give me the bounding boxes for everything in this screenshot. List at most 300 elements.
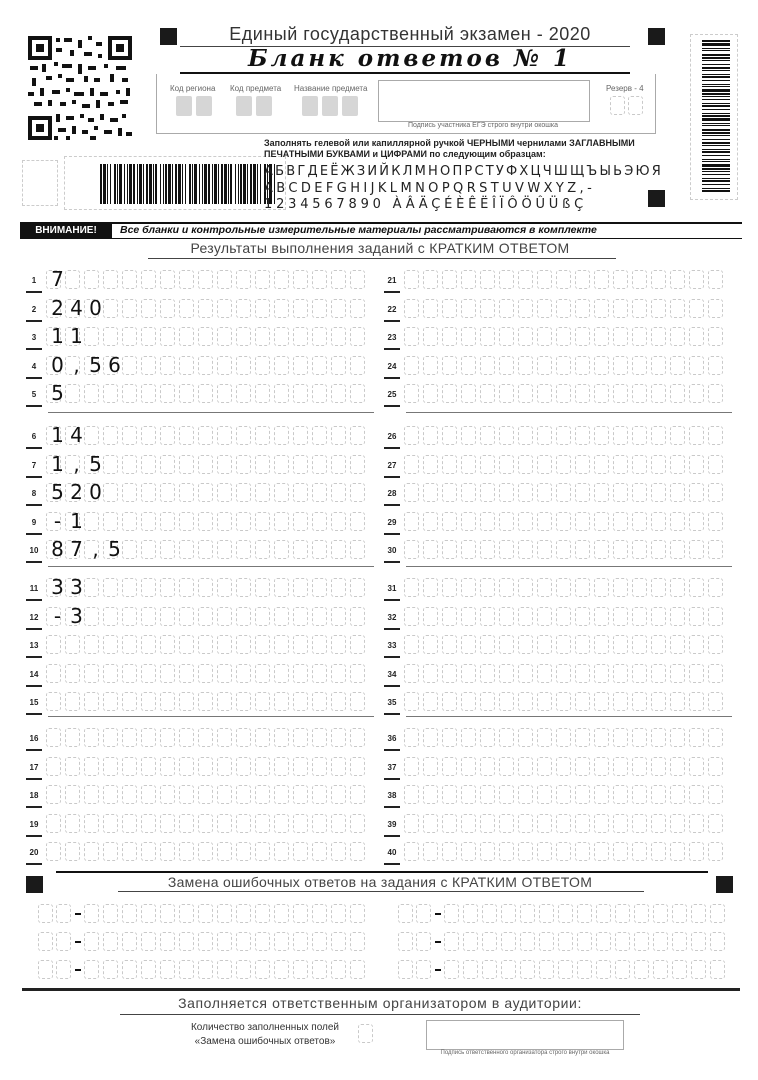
answer-cell[interactable] [84, 426, 99, 445]
answer-cell[interactable] [141, 455, 156, 474]
answer-cell[interactable] [423, 540, 438, 559]
answer-cell[interactable] [103, 692, 118, 711]
answer-cell[interactable] [594, 540, 609, 559]
answer-cell[interactable] [293, 757, 308, 776]
answer-cell[interactable] [65, 728, 80, 747]
replacement-answer-cell[interactable] [350, 932, 365, 951]
answer-cell[interactable] [575, 692, 590, 711]
answer-cell[interactable] [160, 578, 175, 597]
answer-cell[interactable] [632, 540, 647, 559]
answer-cell[interactable] [179, 356, 194, 375]
answer-cell[interactable] [236, 540, 251, 559]
replacement-answer-cell[interactable] [198, 904, 213, 923]
answer-cell[interactable] [331, 607, 346, 626]
answer-cell[interactable] [480, 664, 495, 683]
answer-cell[interactable] [179, 814, 194, 833]
answer-cell[interactable] [293, 785, 308, 804]
answer-cell[interactable] [423, 270, 438, 289]
replacement-task-cell[interactable] [398, 932, 413, 951]
answer-cell[interactable] [651, 483, 666, 502]
answer-cell[interactable] [594, 270, 609, 289]
answer-cell[interactable] [518, 540, 533, 559]
answer-cell[interactable] [198, 426, 213, 445]
answer-cell[interactable] [442, 757, 457, 776]
answer-cell[interactable] [141, 299, 156, 318]
answer-cell[interactable] [331, 356, 346, 375]
answer-cell[interactable] [141, 692, 156, 711]
answer-cell[interactable] [670, 814, 685, 833]
answer-cell[interactable] [331, 512, 346, 531]
answer-cell[interactable] [651, 299, 666, 318]
answer-cell[interactable] [670, 540, 685, 559]
replacement-answer-cell[interactable] [255, 960, 270, 979]
answer-cell[interactable] [350, 664, 365, 683]
answer-cell[interactable] [632, 607, 647, 626]
answer-cell[interactable] [312, 607, 327, 626]
answer-cell[interactable] [293, 384, 308, 403]
answer-cell[interactable] [499, 327, 514, 346]
answer-cell[interactable] [103, 327, 118, 346]
answer-cell[interactable] [689, 635, 704, 654]
replacement-answer-cell[interactable] [179, 904, 194, 923]
answer-cell[interactable] [179, 270, 194, 289]
answer-cell[interactable] [594, 842, 609, 861]
answer-cell[interactable] [613, 540, 628, 559]
answer-cell[interactable] [141, 635, 156, 654]
answer-cell[interactable] [122, 728, 137, 747]
replacement-answer-cell[interactable] [160, 960, 175, 979]
answer-cell[interactable] [293, 483, 308, 502]
replacement-answer-cell[interactable] [84, 960, 99, 979]
answer-cell[interactable] [442, 692, 457, 711]
answer-cell[interactable] [594, 728, 609, 747]
replacement-task-cell[interactable] [38, 904, 53, 923]
answer-cell[interactable] [350, 270, 365, 289]
answer-cell[interactable] [198, 785, 213, 804]
answer-cell[interactable] [160, 607, 175, 626]
answer-cell[interactable] [556, 664, 571, 683]
answer-cell[interactable] [651, 455, 666, 474]
answer-cell[interactable] [537, 512, 552, 531]
answer-cell[interactable] [670, 270, 685, 289]
answer-cell[interactable] [423, 607, 438, 626]
answer-cell[interactable] [518, 842, 533, 861]
answer-cell[interactable] [179, 728, 194, 747]
answer-cell[interactable] [670, 785, 685, 804]
answer-cell[interactable] [556, 455, 571, 474]
answer-cell[interactable] [350, 299, 365, 318]
answer-cell[interactable] [312, 842, 327, 861]
answer-cell[interactable] [556, 607, 571, 626]
answer-cell[interactable] [312, 327, 327, 346]
answer-cell[interactable] [689, 426, 704, 445]
answer-cell[interactable] [461, 512, 476, 531]
answer-cell[interactable] [442, 270, 457, 289]
answer-cell[interactable] [442, 728, 457, 747]
answer-cell[interactable] [293, 692, 308, 711]
replacement-answer-cell[interactable] [482, 904, 497, 923]
answer-cell[interactable] [255, 728, 270, 747]
answer-cell[interactable] [518, 299, 533, 318]
answer-cell[interactable] [198, 814, 213, 833]
replacement-answer-cell[interactable] [539, 904, 554, 923]
replacement-answer-cell[interactable] [501, 960, 516, 979]
answer-cell[interactable] [122, 299, 137, 318]
answer-cell[interactable] [556, 814, 571, 833]
answer-cell[interactable] [274, 384, 289, 403]
answer-cell[interactable] [217, 512, 232, 531]
answer-cell[interactable] [651, 327, 666, 346]
answer-cell[interactable] [122, 578, 137, 597]
answer-cell[interactable] [518, 512, 533, 531]
answer-cell[interactable] [632, 757, 647, 776]
answer-cell[interactable] [708, 327, 723, 346]
answer-cell[interactable] [198, 728, 213, 747]
answer-cell[interactable] [274, 299, 289, 318]
answer-cell[interactable] [236, 483, 251, 502]
answer-cell[interactable] [575, 607, 590, 626]
answer-cell[interactable] [499, 512, 514, 531]
replacement-answer-cell[interactable] [463, 960, 478, 979]
answer-cell[interactable] [594, 635, 609, 654]
answer-cell[interactable] [651, 757, 666, 776]
answer-cell[interactable] [350, 607, 365, 626]
answer-cell[interactable] [480, 635, 495, 654]
answer-cell[interactable] [594, 512, 609, 531]
replacement-task-cell[interactable] [398, 904, 413, 923]
answer-cell[interactable] [84, 578, 99, 597]
answer-cell[interactable] [217, 728, 232, 747]
answer-cell[interactable] [84, 327, 99, 346]
answer-cell[interactable] [312, 384, 327, 403]
answer-cell[interactable] [632, 327, 647, 346]
answer-cell[interactable] [423, 785, 438, 804]
answer-cell[interactable] [404, 692, 419, 711]
answer-cell[interactable] [103, 384, 118, 403]
answer-cell[interactable] [179, 455, 194, 474]
answer-cell[interactable] [293, 728, 308, 747]
replacement-answer-cell[interactable] [84, 904, 99, 923]
answer-cell[interactable] [556, 757, 571, 776]
answer-cell[interactable] [331, 384, 346, 403]
answer-cell[interactable] [499, 635, 514, 654]
answer-cell[interactable] [537, 578, 552, 597]
replacement-answer-cell[interactable] [615, 960, 630, 979]
replacement-answer-cell[interactable] [653, 960, 668, 979]
answer-cell[interactable] [537, 356, 552, 375]
answer-cell[interactable] [689, 664, 704, 683]
answer-cell[interactable] [350, 426, 365, 445]
answer-cell[interactable] [575, 512, 590, 531]
answer-cell[interactable] [537, 540, 552, 559]
answer-cell[interactable] [708, 270, 723, 289]
answer-cell[interactable] [103, 842, 118, 861]
answer-cell[interactable] [575, 842, 590, 861]
answer-cell[interactable] [312, 270, 327, 289]
replacement-answer-cell[interactable] [672, 932, 687, 951]
answer-cell[interactable] [255, 814, 270, 833]
answer-cell[interactable] [274, 270, 289, 289]
answer-cell[interactable] [236, 455, 251, 474]
replacement-answer-cell[interactable] [558, 960, 573, 979]
answer-cell[interactable] [480, 607, 495, 626]
answer-cell[interactable] [217, 384, 232, 403]
answer-cell[interactable] [84, 814, 99, 833]
answer-cell[interactable] [141, 483, 156, 502]
answer-cell[interactable] [122, 664, 137, 683]
answer-cell[interactable] [236, 270, 251, 289]
answer-cell[interactable] [255, 483, 270, 502]
answer-cell[interactable] [556, 540, 571, 559]
answer-cell[interactable] [350, 540, 365, 559]
answer-cell[interactable] [160, 455, 175, 474]
replacement-answer-cell[interactable] [710, 932, 725, 951]
answer-cell[interactable] [217, 455, 232, 474]
answer-cell[interactable] [179, 578, 194, 597]
replacement-answer-cell[interactable] [520, 960, 535, 979]
answer-cell[interactable] [331, 814, 346, 833]
answer-cell[interactable] [179, 426, 194, 445]
answer-cell[interactable] [198, 356, 213, 375]
answer-cell[interactable] [594, 356, 609, 375]
answer-cell[interactable] [594, 692, 609, 711]
answer-cell[interactable] [312, 540, 327, 559]
answer-cell[interactable] [236, 814, 251, 833]
answer-cell[interactable] [442, 578, 457, 597]
replacement-answer-cell[interactable] [558, 904, 573, 923]
replacement-answer-cell[interactable] [615, 932, 630, 951]
answer-cell[interactable] [404, 455, 419, 474]
answer-cell[interactable] [518, 664, 533, 683]
answer-cell[interactable] [198, 512, 213, 531]
answer-cell[interactable] [198, 270, 213, 289]
answer-cell[interactable] [141, 814, 156, 833]
answer-cell[interactable] [480, 785, 495, 804]
answer-cell[interactable] [122, 483, 137, 502]
replacement-answer-cell[interactable] [141, 960, 156, 979]
answer-cell[interactable] [312, 664, 327, 683]
answer-cell[interactable] [331, 540, 346, 559]
answer-cell[interactable] [537, 299, 552, 318]
answer-cell[interactable] [122, 842, 137, 861]
answer-cell[interactable] [179, 842, 194, 861]
answer-cell[interactable] [160, 270, 175, 289]
answer-cell[interactable] [613, 483, 628, 502]
answer-cell[interactable] [122, 757, 137, 776]
replacement-answer-cell[interactable] [350, 960, 365, 979]
answer-cell[interactable] [556, 384, 571, 403]
replacement-answer-cell[interactable] [293, 932, 308, 951]
answer-cell[interactable] [236, 327, 251, 346]
answer-cell[interactable] [689, 814, 704, 833]
answer-cell[interactable] [404, 384, 419, 403]
answer-cell[interactable] [518, 384, 533, 403]
answer-cell[interactable] [651, 540, 666, 559]
answer-cell[interactable] [480, 728, 495, 747]
answer-cell[interactable] [331, 635, 346, 654]
replacement-answer-cell[interactable] [539, 932, 554, 951]
answer-cell[interactable] [293, 814, 308, 833]
answer-cell[interactable] [689, 578, 704, 597]
answer-cell[interactable] [274, 426, 289, 445]
replacement-task-cell[interactable] [56, 960, 71, 979]
answer-cell[interactable] [423, 512, 438, 531]
answer-cell[interactable] [65, 270, 80, 289]
answer-cell[interactable] [480, 512, 495, 531]
answer-cell[interactable] [404, 728, 419, 747]
answer-cell[interactable] [217, 785, 232, 804]
answer-cell[interactable] [461, 384, 476, 403]
answer-cell[interactable] [350, 512, 365, 531]
replacement-answer-cell[interactable] [122, 960, 137, 979]
replacement-answer-cell[interactable] [331, 904, 346, 923]
answer-cell[interactable] [46, 785, 61, 804]
answer-cell[interactable] [651, 692, 666, 711]
answer-cell[interactable] [217, 664, 232, 683]
answer-cell[interactable] [331, 728, 346, 747]
answer-cell[interactable] [423, 327, 438, 346]
answer-cell[interactable] [556, 483, 571, 502]
answer-cell[interactable] [480, 455, 495, 474]
answer-cell[interactable] [499, 299, 514, 318]
answer-cell[interactable] [312, 757, 327, 776]
answer-cell[interactable] [556, 327, 571, 346]
answer-cell[interactable] [556, 692, 571, 711]
answer-cell[interactable] [255, 757, 270, 776]
answer-cell[interactable] [179, 635, 194, 654]
replacement-answer-cell[interactable] [444, 960, 459, 979]
answer-cell[interactable] [537, 483, 552, 502]
answer-cell[interactable] [179, 540, 194, 559]
answer-cell[interactable] [198, 540, 213, 559]
answer-cell[interactable] [274, 814, 289, 833]
answer-cell[interactable] [556, 785, 571, 804]
answer-cell[interactable] [312, 728, 327, 747]
answer-cell[interactable] [689, 356, 704, 375]
answer-cell[interactable] [350, 384, 365, 403]
answer-cell[interactable] [442, 512, 457, 531]
answer-cell[interactable] [537, 842, 552, 861]
answer-cell[interactable] [423, 483, 438, 502]
answer-cell[interactable] [670, 635, 685, 654]
answer-cell[interactable] [274, 356, 289, 375]
answer-cell[interactable] [65, 757, 80, 776]
answer-cell[interactable] [141, 540, 156, 559]
answer-cell[interactable] [632, 664, 647, 683]
answer-cell[interactable] [518, 785, 533, 804]
replacement-answer-cell[interactable] [103, 904, 118, 923]
answer-cell[interactable] [293, 455, 308, 474]
replacement-answer-cell[interactable] [122, 932, 137, 951]
replacement-answer-cell[interactable] [444, 904, 459, 923]
answer-cell[interactable] [651, 356, 666, 375]
answer-cell[interactable] [160, 384, 175, 403]
answer-cell[interactable] [613, 299, 628, 318]
answer-cell[interactable] [255, 785, 270, 804]
answer-cell[interactable] [293, 578, 308, 597]
answer-cell[interactable] [632, 512, 647, 531]
answer-cell[interactable] [236, 692, 251, 711]
answer-cell[interactable] [179, 692, 194, 711]
replacement-answer-cell[interactable] [577, 932, 592, 951]
answer-cell[interactable] [708, 607, 723, 626]
answer-cell[interactable] [331, 785, 346, 804]
answer-cell[interactable] [632, 356, 647, 375]
answer-cell[interactable] [499, 664, 514, 683]
answer-cell[interactable] [708, 728, 723, 747]
answer-cell[interactable] [293, 299, 308, 318]
answer-cell[interactable] [312, 483, 327, 502]
answer-cell[interactable] [480, 692, 495, 711]
replacement-answer-cell[interactable] [217, 904, 232, 923]
answer-cell[interactable] [670, 384, 685, 403]
answer-cell[interactable] [65, 664, 80, 683]
answer-cell[interactable] [255, 664, 270, 683]
answer-cell[interactable] [141, 426, 156, 445]
replacement-answer-cell[interactable] [463, 932, 478, 951]
answer-cell[interactable] [480, 578, 495, 597]
answer-cell[interactable] [613, 757, 628, 776]
answer-cell[interactable] [670, 757, 685, 776]
answer-cell[interactable] [122, 455, 137, 474]
answer-cell[interactable] [442, 842, 457, 861]
answer-cell[interactable] [122, 814, 137, 833]
replacement-answer-cell[interactable] [103, 960, 118, 979]
answer-cell[interactable] [613, 607, 628, 626]
answer-cell[interactable] [651, 842, 666, 861]
answer-cell[interactable] [350, 578, 365, 597]
answer-cell[interactable] [179, 483, 194, 502]
answer-cell[interactable] [404, 757, 419, 776]
replacement-answer-cell[interactable] [691, 960, 706, 979]
answer-cell[interactable] [632, 299, 647, 318]
answer-cell[interactable] [575, 384, 590, 403]
answer-cell[interactable] [461, 728, 476, 747]
replacement-answer-cell[interactable] [103, 932, 118, 951]
answer-cell[interactable] [84, 270, 99, 289]
answer-cell[interactable] [65, 785, 80, 804]
answer-cell[interactable] [217, 757, 232, 776]
answer-cell[interactable] [575, 356, 590, 375]
answer-cell[interactable] [499, 728, 514, 747]
answer-cell[interactable] [103, 757, 118, 776]
answer-cell[interactable] [141, 607, 156, 626]
replacement-answer-cell[interactable] [577, 904, 592, 923]
answer-cell[interactable] [613, 455, 628, 474]
replacement-answer-cell[interactable] [160, 904, 175, 923]
answer-cell[interactable] [537, 455, 552, 474]
answer-cell[interactable] [404, 483, 419, 502]
answer-cell[interactable] [708, 384, 723, 403]
answer-cell[interactable] [670, 664, 685, 683]
answer-cell[interactable] [499, 270, 514, 289]
answer-cell[interactable] [122, 635, 137, 654]
answer-cell[interactable] [404, 270, 419, 289]
answer-cell[interactable] [708, 540, 723, 559]
replacement-answer-cell[interactable] [331, 932, 346, 951]
answer-cell[interactable] [160, 842, 175, 861]
answer-cell[interactable] [84, 757, 99, 776]
answer-cell[interactable] [613, 842, 628, 861]
answer-cell[interactable] [255, 426, 270, 445]
answer-cell[interactable] [141, 512, 156, 531]
answer-cell[interactable] [217, 356, 232, 375]
answer-cell[interactable] [122, 270, 137, 289]
answer-cell[interactable] [537, 426, 552, 445]
answer-cell[interactable] [350, 635, 365, 654]
replacement-task-cell[interactable] [56, 904, 71, 923]
answer-cell[interactable] [103, 664, 118, 683]
